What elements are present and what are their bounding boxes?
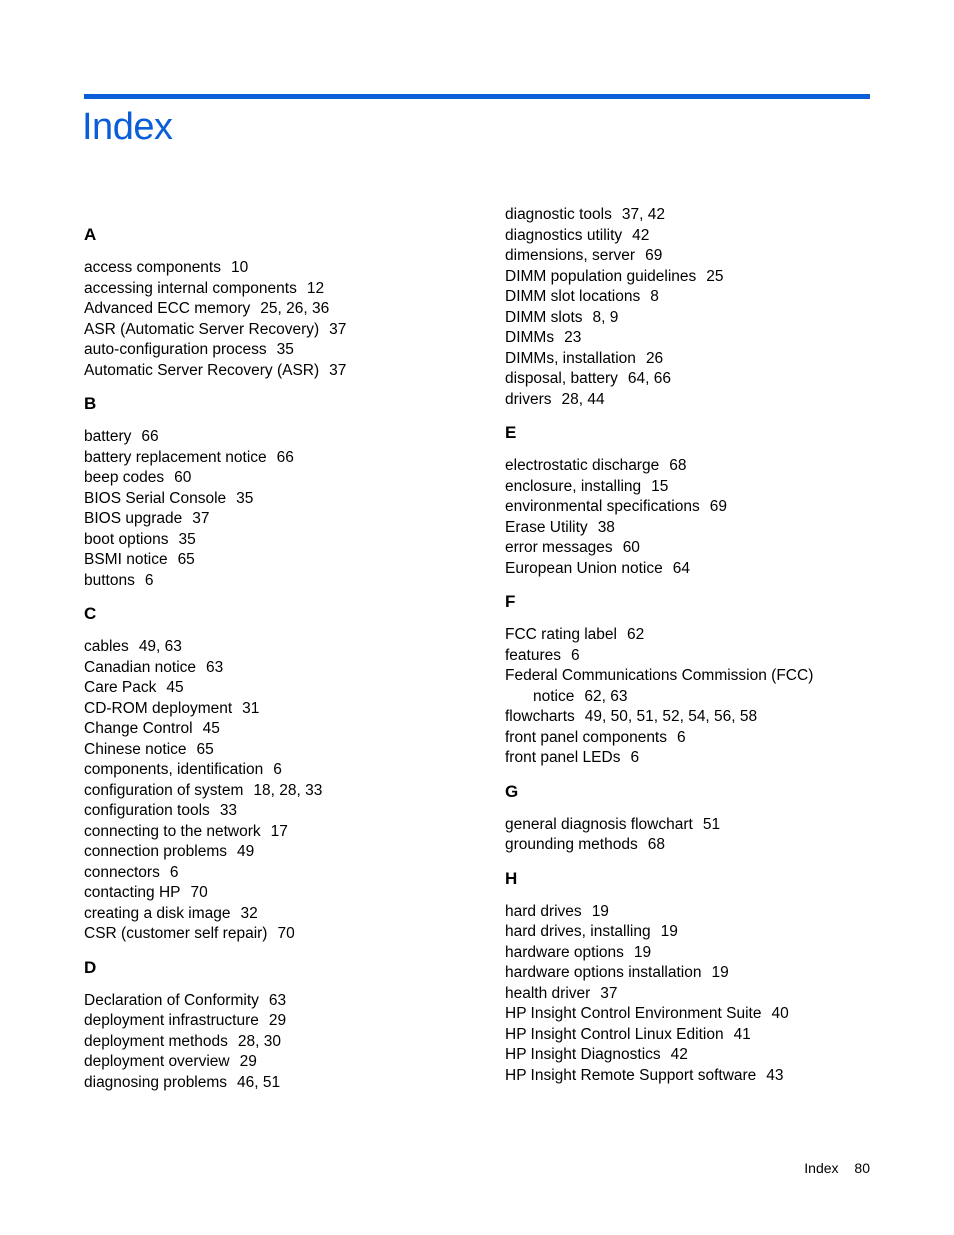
index-entry [84,991,464,1012]
index-section [505,781,885,856]
entry-term: CD-ROM deployment [84,699,233,717]
index-entry [505,246,885,267]
entry-term: CSR (customer self repair) [84,925,268,942]
entry-pages: 12 [306,279,325,297]
entry-term: DIMM population guidelines [505,267,697,285]
entry-term: configuration tools [84,802,210,819]
index-section [505,591,885,769]
index-entry [84,489,464,510]
index-section [84,957,464,1094]
index-section [505,422,885,579]
index-entry [505,369,885,390]
entry-pages: 65 [177,551,195,568]
index-entry [505,205,885,226]
entry-term: ASR (Automatic Server Recovery) [84,320,320,338]
entry-term: Erase Utility [505,518,588,536]
entry-term: BIOS upgrade [84,510,183,527]
index-entry [505,497,885,518]
entry-pages: 37 [329,320,347,338]
index-entry [505,349,885,370]
entry-pages: 37 [192,510,210,527]
entry-pages: 65 [196,740,214,758]
section-letter: H [505,868,518,888]
entry-pages: 6 [630,749,640,766]
title-rule [84,94,870,99]
index-entry [505,835,885,856]
entry-pages: 8, 9 [592,308,619,326]
entry-term: drivers [505,390,552,408]
entry-term: deployment infrastructure [84,1012,259,1029]
index-entry [84,340,464,361]
index-entry [84,719,464,740]
index-entry [505,1004,885,1025]
index-entry [505,943,885,964]
index-entry [84,279,464,300]
entry-term: boot options [84,530,169,548]
index-entry [505,922,885,943]
entry-term: front panel LEDs [505,749,621,766]
entry-term: Automatic Server Recovery (ASR) [84,361,320,379]
index-entry [84,760,464,781]
index-entry [505,477,885,498]
index-entry [505,390,885,411]
index-entry [84,361,464,382]
entry-term: disposal, battery [505,370,618,387]
entry-term: general diagnosis flowchart [505,815,693,833]
entry-pages: 64 [672,559,690,577]
entry-pages: 19 [711,964,729,981]
entry-pages: 35 [276,341,294,358]
entry-pages: 6 [273,761,282,778]
entry-term: electrostatic discharge [505,457,660,474]
entry-pages: 26 [645,349,664,367]
index-entry [84,299,464,320]
section-letter: B [84,394,97,413]
entry-pages: 17 [270,822,288,840]
index-column-right [505,205,885,1098]
entry-term: diagnostics utility [505,226,623,244]
index-entry [84,258,464,279]
entry-pages: 45 [166,679,184,696]
entry-pages: 68 [669,457,687,474]
entry-term: connectors [84,863,160,881]
entry-term: creating a disk image [84,904,231,922]
entry-term: HP Insight Remote Support software [505,1066,757,1084]
index-entry [505,456,885,477]
index-entry [505,226,885,247]
entry-pages: 63 [206,658,224,676]
entry-term: Advanced ECC memory [84,300,251,317]
entry-pages: 35 [236,489,254,507]
index-entry [505,707,885,728]
entry-term: accessing internal components [84,279,297,297]
entry-pages: 6 [571,646,580,664]
entry-term: access components [84,259,221,276]
entry-pages: 70 [277,925,295,942]
entry-term: BIOS Serial Console [84,489,227,507]
entry-term: flowcharts [505,708,575,725]
index-column-left [84,224,464,1105]
index-entry [84,1073,464,1094]
index-entry [84,781,464,802]
entry-pages: 62, 63 [584,687,628,705]
entry-pages: 10 [231,259,249,276]
entry-term: DIMMs [505,329,555,346]
entry-term: BSMI notice [84,551,168,568]
index-entry [84,637,464,658]
entry-term: enclosure, installing [505,477,642,495]
entry-pages: 6 [144,571,154,589]
entry-pages: 69 [645,247,663,264]
entry-term: connection problems [84,843,228,860]
index-entry [505,815,885,836]
entry-pages: 25, 26, 36 [260,300,330,317]
entry-term: DIMM slots [505,308,583,326]
entry-pages: 29 [239,1053,257,1070]
entry-subline [505,687,885,708]
entry-pages: 66 [141,428,159,445]
index-entry [505,902,885,923]
index-entry [505,267,885,288]
entry-pages: 49, 63 [138,638,182,655]
entry-pages: 49, 50, 51, 52, 54, 56, 58 [584,708,758,725]
index-entry [505,963,885,984]
index-entry [505,646,885,667]
entry-term: DIMMs, installation [505,349,636,367]
entry-pages: 69 [709,498,727,515]
index-entry [84,801,464,822]
entry-pages: 46, 51 [237,1073,281,1091]
entry-term: FCC rating label [505,626,617,643]
section-letter: F [505,592,516,611]
entry-term: grounding methods [505,836,638,853]
entry-term: health driver [505,984,591,1002]
index-entry [505,1066,885,1087]
entry-term: connecting to the network [84,822,261,840]
entry-term: hardware options installation [505,964,702,981]
entry-term: Care Pack [84,679,157,696]
entry-pages: 60 [174,469,192,486]
index-entry [84,509,464,530]
index-entry [84,678,464,699]
index-entry [505,1025,885,1046]
entry-term: features [505,646,562,664]
entry-term: European Union notice [505,559,663,577]
index-entry [84,530,464,551]
entry-term: battery replacement notice [84,448,267,466]
index-entry [505,538,885,559]
section-letter: C [84,604,97,623]
entry-pages: 37 [600,984,618,1002]
section-letter: D [84,957,97,977]
entry-pages: 40 [771,1005,789,1022]
entry-term: diagnosing problems [84,1073,228,1091]
index-entry [84,904,464,925]
index-entry [505,518,885,539]
index-entry [84,571,464,592]
index-entry [84,550,464,571]
entry-pages: 42 [670,1046,688,1063]
entry-pages: 19 [660,923,678,940]
entry-pages: 25 [706,267,724,285]
entry-pages: 60 [622,539,640,556]
index-section [84,603,464,945]
entry-term: components, identification [84,761,264,778]
entry-pages: 37, 42 [621,206,665,223]
entry-pages: 49 [237,843,255,860]
page-number: 80 [854,1160,870,1176]
entry-term: hard drives, installing [505,923,651,940]
page-footer [804,1158,870,1178]
index-entry [84,320,464,341]
index-entry [505,728,885,749]
index-entry [84,822,464,843]
entry-term: environmental specifications [505,498,700,515]
index-section [84,393,464,591]
entry-pages: 45 [202,720,220,737]
index-entry [84,1011,464,1032]
entry-pages: 35 [178,530,196,548]
entry-term: DIMM slot locations [505,288,641,305]
index-entry [505,287,885,308]
entry-pages: 23 [564,329,582,346]
index-entry [505,666,885,707]
section-letter: A [84,225,97,244]
entry-pages: 70 [190,884,208,901]
entry-pages: 41 [733,1025,751,1043]
index-entry [505,984,885,1005]
entry-term: HP Insight Control Linux Edition [505,1025,724,1043]
entry-pages: 19 [591,902,609,920]
index-entry [505,559,885,580]
index-entry [84,699,464,720]
index-entry [505,625,885,646]
entry-term: HP Insight Control Environment Suite [505,1005,762,1022]
entry-term: front panel components [505,728,667,746]
footer-label: Index [804,1160,839,1176]
entry-term: Change Control [84,720,193,737]
index-entry [84,448,464,469]
entry-term: deployment overview [84,1053,230,1070]
section-letter: E [505,423,517,442]
entry-term: configuration of system [84,781,244,799]
section-letter: G [505,781,519,801]
entry-term: battery [84,428,132,445]
entry-pages: 33 [219,802,238,819]
entry-term: HP Insight Diagnostics [505,1046,661,1063]
index-entry [505,748,885,769]
index-entry [84,468,464,489]
entry-pages: 29 [268,1012,287,1029]
entry-term: auto-configuration process [84,341,267,358]
entry-pages: 66 [276,448,294,466]
entry-pages: 43 [766,1066,784,1084]
entry-pages: 31 [242,699,260,717]
entry-pages: 8 [650,288,659,305]
entry-term: buttons [84,571,135,589]
index-entry [505,1045,885,1066]
entry-term: contacting HP [84,884,181,901]
entry-term: cables [84,638,129,655]
entry-pages: 15 [651,477,669,495]
entry-pages: 37 [329,361,347,379]
index-entry [84,863,464,884]
entry-term: Declaration of Conformity [84,991,259,1009]
index-section [505,868,885,1087]
entry-pages: 68 [647,836,665,853]
entry-pages: 32 [240,904,258,922]
index-entry [505,308,885,329]
index-entry [84,883,464,904]
entry-pages: 51 [702,815,721,833]
entry-pages: 28, 30 [237,1032,281,1050]
entry-pages: 28, 44 [561,390,605,408]
index-entry [505,328,885,349]
entry-term: beep codes [84,469,165,486]
index-entry [84,924,464,945]
entry-pages: 19 [633,943,652,961]
index-entry [84,1052,464,1073]
entry-term: hardware options [505,943,624,961]
index-entry [84,842,464,863]
entry-term: deployment methods [84,1032,228,1050]
entry-pages: 42 [632,226,650,244]
entry-term: diagnostic tools [505,206,612,223]
entry-term: dimensions, server [505,247,636,264]
entry-pages: 64, 66 [627,370,671,387]
index-section [505,205,885,410]
entry-pages: 6 [677,728,686,746]
index-entry [84,740,464,761]
index-entry [84,658,464,679]
entry-pages: 62 [627,626,645,643]
entry-pages: 18, 28, 33 [253,781,323,799]
entry-term: error messages [505,539,613,556]
entry-term: hard drives [505,902,582,920]
entry-subterm: notice [533,687,575,705]
index-entry [84,1032,464,1053]
entry-term: Federal Communications Commission (FCC) [505,667,814,684]
entry-pages: 6 [169,863,179,881]
index-section [84,224,464,381]
entry-term: Canadian notice [84,658,197,676]
page-title: Index [82,106,173,148]
index-entry [84,427,464,448]
entry-term: Chinese notice [84,740,187,758]
entry-pages: 38 [597,518,615,536]
entry-pages: 63 [268,991,287,1009]
